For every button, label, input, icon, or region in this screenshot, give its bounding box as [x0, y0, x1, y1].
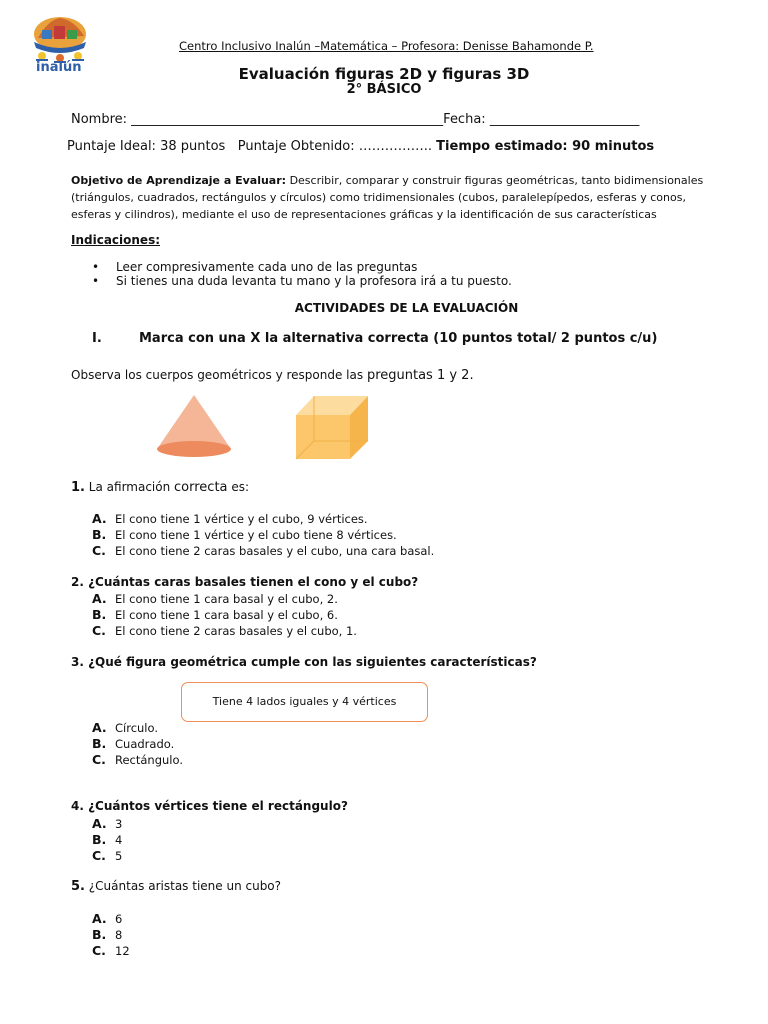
characteristics-text: Tiene 4 lados iguales y 4 vértices — [212, 695, 397, 708]
estimated-time: Tiempo estimado: 90 minutos — [436, 139, 655, 154]
instructions-list — [92, 260, 512, 288]
list-item: • Si tienes una duda levanta tu mano y la profesora irá a tu puesto. — [92, 274, 512, 288]
question-5: 5. ¿Cuántas aristas tiene un cubo? — [71, 879, 282, 894]
question-2: 2. ¿Cuántas caras basales tienen el cono y el cubo? — [71, 575, 419, 589]
section-1-text: Marca con una X la alternativa correcta (10 puntos total/ 2 puntos c/u) — [139, 331, 658, 346]
question-4: 4. ¿Cuántos vértices tiene el rectángulo? — [71, 799, 348, 813]
instructions-heading: Indicaciones: — [71, 233, 161, 247]
option-b[interactable]: B. El cono tiene 1 cara basal y el cubo, 6. — [92, 607, 338, 622]
grade-subtitle: 2° BÁSICO — [346, 82, 422, 97]
option-b[interactable]: B. 4 — [92, 832, 123, 847]
option-b[interactable]: B. 8 — [92, 927, 123, 942]
question-1: 1. La afirmación correcta es: — [71, 480, 250, 495]
date-field[interactable]: _______________________ — [489, 112, 640, 127]
option-a[interactable]: A. Círculo. — [92, 720, 158, 735]
page-title: Evaluación figuras 2D y figuras 3D — [238, 65, 530, 83]
activities-heading: ACTIVIDADES DE LA EVALUACIÓN — [294, 301, 519, 315]
option-a[interactable]: A. 6 — [92, 911, 123, 926]
objective-label: Objetivo de Aprendizaje a Evaluar: — [71, 174, 287, 187]
observe-instruction: Observa los cuerpos geométricos y responde las preguntas 1 y 2. — [71, 368, 474, 383]
option-c[interactable]: C. El cono tiene 2 caras basales y el cubo, una cara basal. — [92, 543, 435, 558]
ideal-score: Puntaje Ideal: 38 puntos — [67, 139, 226, 154]
cube-front — [296, 415, 350, 459]
option-c[interactable]: C. Rectángulo. — [92, 752, 183, 767]
name-label: Nombre: — [71, 112, 132, 127]
question-4-options — [92, 816, 122, 864]
option-a[interactable]: A. El cono tiene 1 vértice y el cubo, 9 vértices. — [92, 511, 368, 526]
name-field[interactable]: ________________________________________________ — [131, 112, 444, 127]
option-c[interactable]: C. 12 — [92, 943, 130, 958]
objective-line-1: Describir, comparar y construir figuras geométricas, tanto bidimensionales — [289, 174, 704, 187]
section-1-title — [92, 331, 657, 346]
characteristics-box — [181, 682, 428, 722]
objective-block — [71, 172, 703, 223]
question-3: 3. ¿Qué figura geométrica cumple con las siguientes características? — [71, 655, 537, 669]
question-2-options — [92, 591, 357, 639]
option-a[interactable]: A. El cono tiene 1 cara basal y el cubo, 2. — [92, 591, 338, 606]
list-item: • Leer compresivamente cada uno de las preguntas — [92, 260, 418, 274]
score-row — [67, 139, 654, 154]
obtained-score[interactable]: Puntaje Obtenido: …………….. — [237, 139, 433, 154]
objective-line-2: (triángulos, cuadrados, rectángulos y círculos) como tridimensionales (cubos, paralelepípedos, esferas y conos, — [71, 191, 686, 204]
option-b[interactable]: B. Cuadrado. — [92, 736, 175, 751]
option-a[interactable]: A. 3 — [92, 816, 123, 831]
objective-line-3: esferas y cilindros), mediante el uso de representaciones gráficas y la identificación de sus características — [71, 208, 657, 221]
option-b[interactable]: B. El cono tiene 1 vértice y el cubo tiene 8 vértices. — [92, 527, 397, 542]
question-3-options — [92, 720, 183, 768]
option-c[interactable]: C. 5 — [92, 848, 123, 863]
date-label: Fecha: — [443, 112, 490, 127]
cone-base — [157, 441, 231, 457]
logo-text: inalún — [36, 60, 82, 75]
cube-figure — [292, 393, 372, 461]
cone-body — [157, 395, 231, 449]
logo-graphic — [28, 12, 92, 64]
name-date-row — [71, 112, 639, 127]
school-header-line: Centro Inclusivo Inalún –Matemática – Profesora: Denisse Bahamonde P. — [179, 39, 594, 53]
question-1-options — [92, 511, 434, 559]
option-c[interactable]: C. El cono tiene 2 caras basales y el cubo, 1. — [92, 623, 357, 638]
section-number: I. — [92, 331, 102, 346]
cone-figure — [150, 392, 240, 462]
question-5-options — [92, 911, 130, 959]
